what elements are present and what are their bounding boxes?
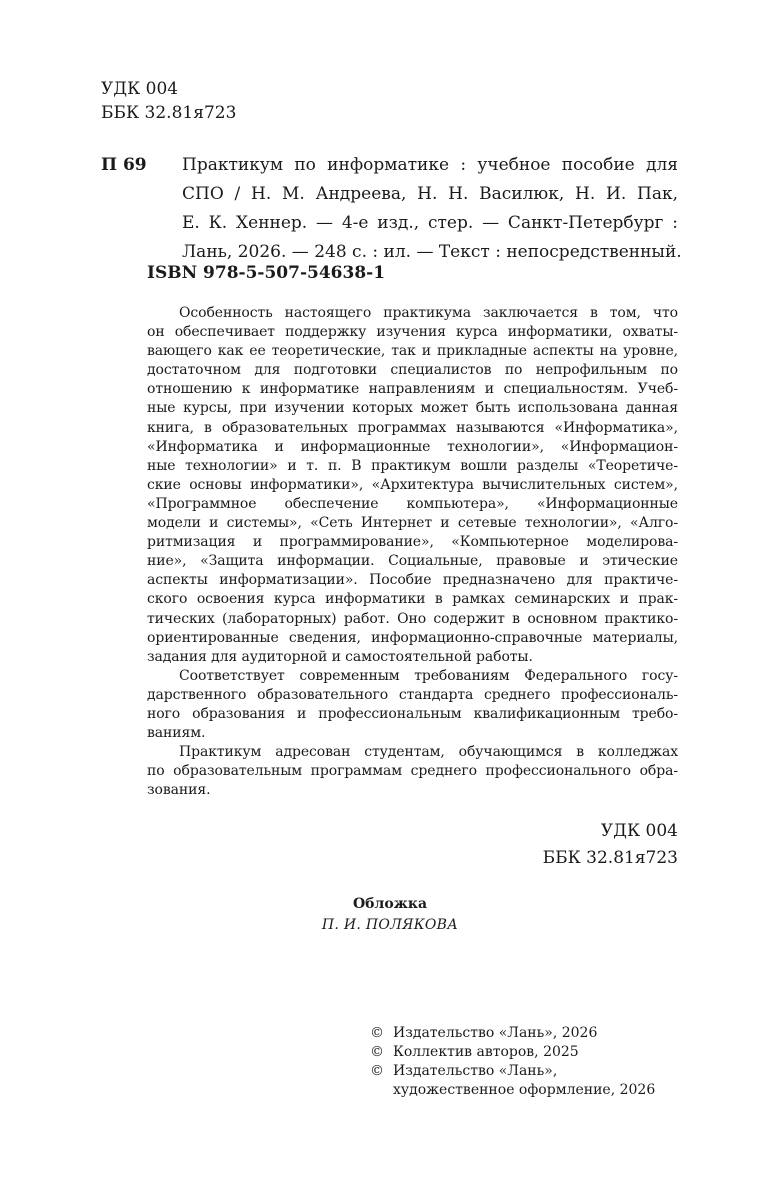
annotation-line: ние», «Защита информации. Социальные, правовые и этические <box>147 553 678 570</box>
annotation-line: Соответствует современным требованиям Федерального госу- <box>179 667 678 684</box>
annotation-line: ского освоения курса информатики в рамках семинарских и прак- <box>147 591 678 608</box>
biblio-line: Е. К. Хеннер. — 4-е изд., стер. — Санкт-Петербург : <box>182 213 678 233</box>
classification-header <box>101 77 236 125</box>
annotation-line: достаточном для подготовки специалистов по непрофильным по <box>147 362 678 379</box>
annotation-line: Особенность настоящего практикума заключается в том, что <box>179 305 678 321</box>
copyright-icon: © <box>370 1063 384 1079</box>
copyright-entry <box>370 1024 655 1043</box>
copyright-entry <box>370 1043 655 1062</box>
annotation-line: ваниям. <box>147 725 206 742</box>
annotation-line: ные курсы, при изучении которых может быть использована данная <box>147 400 678 417</box>
copyright-icon: © <box>370 1044 384 1060</box>
cover-credit <box>300 894 480 936</box>
udk-code: УДК 004 <box>600 821 678 841</box>
bbk-code: ББК 32.81я723 <box>101 103 237 123</box>
annotation-line: «Информатика и информационные технологии», «Информацион- <box>147 438 678 455</box>
biblio-line: Лань, 2026. — 248 с. : ил. — Текст : непосредственный. <box>182 242 682 262</box>
annotation-line: он обеспечивает поддержку изучения курса информатики, охваты- <box>147 324 678 341</box>
cover-label: Обложка <box>352 896 428 912</box>
annotation-line: по образовательным программам среднего профессионального обра- <box>147 763 678 780</box>
annotation-line: вающего как ее теоретические, так и прикладные аспекты на уровне, <box>147 343 678 360</box>
copyright-holder: Издательство «Лань», 2026 <box>393 1025 598 1041</box>
annotation-line: ритмизация и программирование», «Компьютерное моделирова- <box>147 534 678 551</box>
annotation-line: отношению к информатике направлениям и специальностям. Учеб- <box>147 381 678 398</box>
annotation-line: книга, в образовательных программах называются «Информатика», <box>147 419 678 436</box>
bbk-code: ББК 32.81я723 <box>542 848 678 868</box>
copyright-holder: Коллектив авторов, 2025 <box>393 1044 579 1060</box>
annotation <box>147 304 678 800</box>
annotation-line: зования. <box>147 782 211 799</box>
annotation-line: дарственного образовательного стандарта среднего профессиональ- <box>147 686 678 703</box>
copyright-entry <box>370 1062 655 1081</box>
annotation-line: ориентированные сведения, информационно-справочные материалы, <box>147 629 678 646</box>
annotation-line: ного образования и профессиональным квалификационным требо- <box>147 705 678 722</box>
annotation-line: задания для аудиторной и самостоятельной работы. <box>147 648 533 665</box>
copyright-icon: © <box>370 1025 384 1041</box>
author-mark: П 69 <box>101 155 147 175</box>
isbn: ISBN 978-5-507-54638-1 <box>147 263 386 283</box>
annotation-line: Практикум адресован студентам, обучающимся в колледжах <box>179 744 678 761</box>
biblio-line: СПО / Н. М. Андреева, Н. Н. Василюк, Н. И. Пак, <box>182 184 678 204</box>
copyright-block <box>370 1024 655 1100</box>
annotation-line: тических (лабораторных) работ. Оно содержит в основном практико- <box>147 610 678 627</box>
udk-code: УДК 004 <box>101 79 179 99</box>
copyright-holder: Издательство «Лань», <box>393 1063 558 1079</box>
annotation-line: ные технологии» и т. п. В практикум вошли разделы «Теоретиче- <box>147 457 678 474</box>
annotation-line: «Программное обеспечение компьютера», «Информационные <box>147 495 678 512</box>
biblio-line: Практикум по информатике : учебное пособие для <box>182 155 678 175</box>
bibliographic-record <box>182 151 682 267</box>
cover-designer: П. И. ПОЛЯКОВА <box>321 917 459 933</box>
annotation-line: модели и системы», «Сеть Интернет и сетевые технологии», «Алго- <box>147 515 678 532</box>
copyright-holder-continuation: художественное оформление, 2026 <box>393 1082 656 1098</box>
annotation-line: ские основы информатики», «Архитектура вычислительных систем», <box>147 476 678 493</box>
classification-footer <box>543 818 678 872</box>
annotation-line: аспекты информатизации». Пособие предназначено для практиче- <box>147 572 678 589</box>
